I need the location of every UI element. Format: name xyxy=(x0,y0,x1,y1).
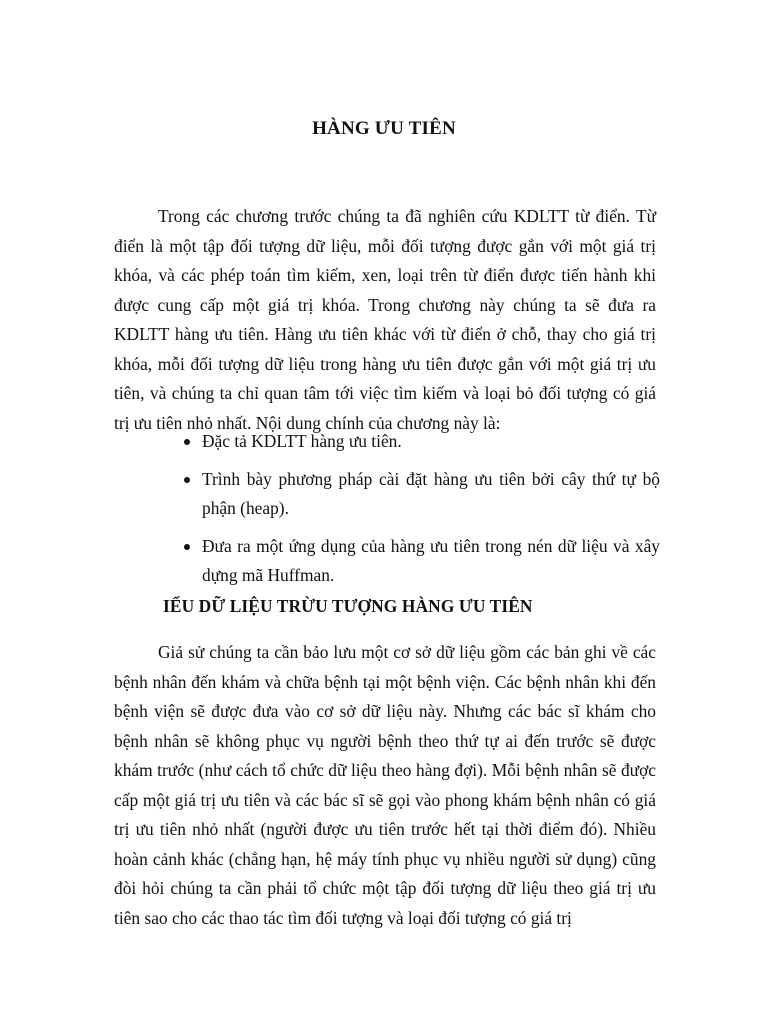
section-heading: IỂU DỮ LIỆU TRỪU TƯỢNG HÀNG ƯU TIÊN xyxy=(163,596,533,616)
intro-paragraph-text: Trong các chương trước chúng ta đã nghiên cứu KDLTT từ điển. Từ điển là một tập đối tượng dữ liệu, mỗi đối tượng được gắn với một giá trị khóa, và các phép toán tìm kiếm, xen, loại trên từ điển được tiến hành khi được cung cấp một giá trị khóa. Trong chương này chúng ta sẽ đưa ra KDLTT hàng ưu tiên. Hàng ưu tiên khác với từ điển ở chỗ, thay cho giá trị khóa, mỗi đối tượng dữ liệu trong hàng ưu tiên được gắn với một giá trị ưu tiên, và chúng ta chỉ quan tâm tới việc tìm kiếm và loại bỏ đối tượng có giá trị ưu tiên nhỏ nhất. Nội dung chính của chương này là: xyxy=(114,206,656,433)
list-item xyxy=(160,465,660,524)
bullet-icon xyxy=(184,477,190,483)
list-item-text: Đặc tả KDLTT hàng ưu tiên. xyxy=(202,431,402,451)
list-item-text: Đưa ra một ứng dụng của hàng ưu tiên trong nén dữ liệu và xây dựng mã Huffman. xyxy=(202,535,660,585)
page-title: HÀNG ƯU TIÊN xyxy=(312,118,456,139)
list-item xyxy=(160,532,660,591)
intro-paragraph xyxy=(114,202,656,438)
list-item-text: Trình bày phương pháp cài đặt hàng ưu tiên bởi cây thứ tự bộ phận (heap). xyxy=(202,468,660,518)
body-paragraph xyxy=(114,638,656,933)
list-item xyxy=(160,427,660,457)
bullet-icon xyxy=(184,439,190,445)
chapter-contents-list xyxy=(160,427,660,599)
body-paragraph-text: Giả sử chúng ta cần bảo lưu một cơ sở dữ liệu gồm các bản ghi về các bệnh nhân đến khám và chữa bệnh tại một bệnh viện. Các bệnh nhân khi đến bệnh viện sẽ được đưa vào cơ sở dữ liệu này. Nhưng các bác sĩ khám cho bệnh nhân sẽ không phục vụ người bệnh theo thứ tự ai đến trước sẽ được khám trước (như cách tổ chức dữ liệu theo hàng đợi). Mỗi bệnh nhân sẽ được cấp một giá trị ưu tiên và các bác sĩ sẽ gọi vào phong khám bệnh nhân có giá trị ưu tiên nhỏ nhất (người được ưu tiên trước hết tại thời điểm đó). Nhiều hoàn cảnh khác (chẳng hạn, hệ máy tính phục vụ nhiều người sử dụng) cũng đòi hỏi chúng ta cần phải tổ chức một tập đối tượng dữ liệu theo giá trị ưu tiên sao cho các thao tác tìm đối tượng và loại đối tượng có giá trị xyxy=(114,642,656,928)
bullet-icon xyxy=(184,544,190,550)
